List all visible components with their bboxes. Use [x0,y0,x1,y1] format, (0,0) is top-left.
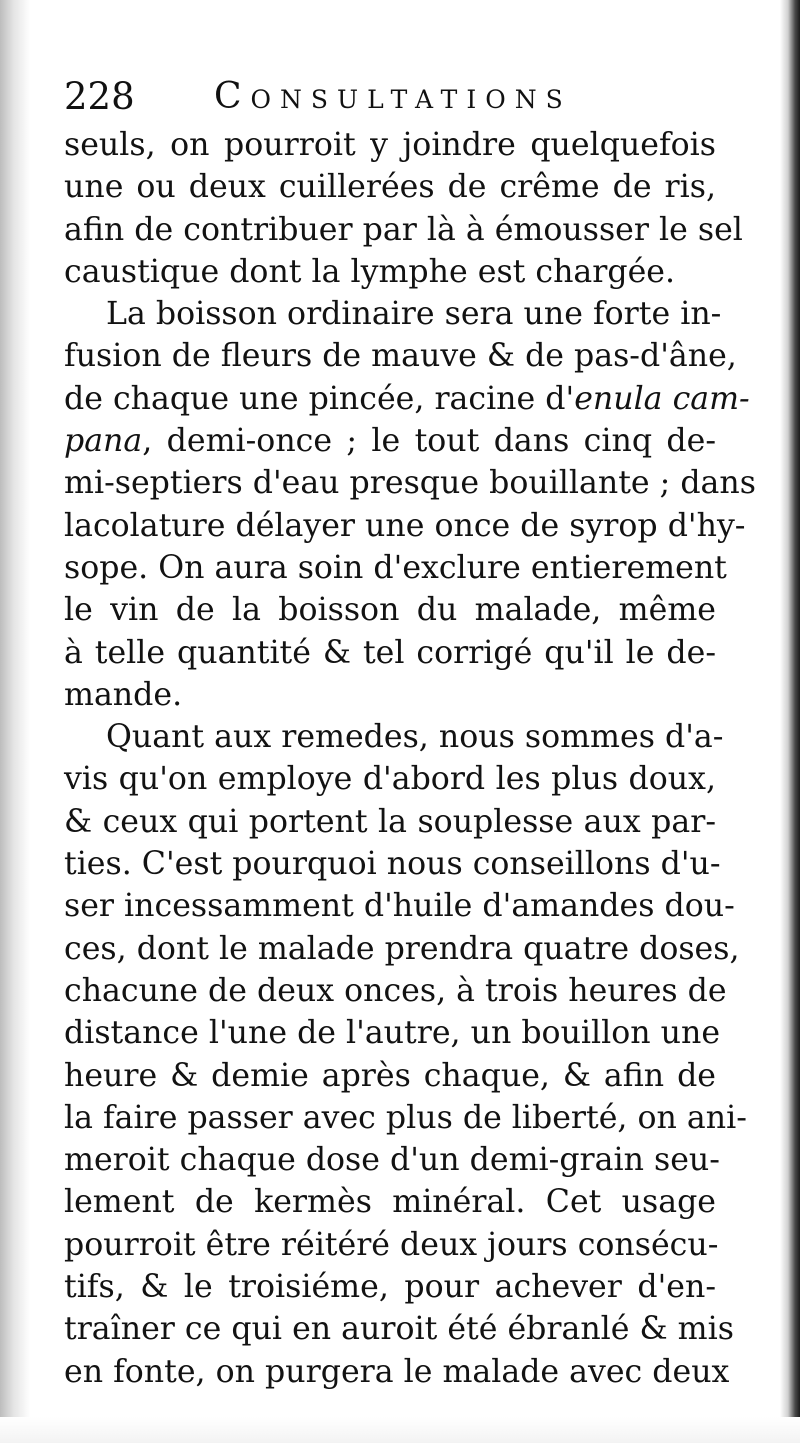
latin-term: enula cam- [574,380,750,417]
text-line: afin de contribuer par là à émousser le sel [64,211,743,248]
text-line [64,420,716,462]
text-line: seuls, on pourroit y joindre quelquefois [64,127,716,163]
text-line: ties. C'est pourquoi nous conseillons d'u- [64,846,721,883]
text-line: sope. On aura soin d'exclure entierement [64,549,727,586]
text-line: ser incessamment d'huile d'amandes dou- [64,888,735,925]
text-line: lacolature délayer une once de syrop d'hy- [64,507,746,544]
text-line: une ou deux cuillerées de crême de ris, [64,169,716,206]
text-line: La boisson ordinaire sera une forte in- [106,296,722,333]
text-segment: , demi-once ; le tout dans cinq de- [142,423,716,460]
page-bottom-margin [0,1417,800,1443]
text-line: mande. [64,676,183,713]
body-text [64,124,756,1393]
text-line: meroit chaque dose d'un demi-grain seu- [64,1142,720,1179]
gutter-shadow [0,0,30,1443]
text-line: ces, dont le malade prendra quatre doses, [64,930,740,967]
text-line: tifs, & le troisiéme, pour achever d'en- [64,1269,716,1306]
text-line: heure & demie après chaque, & afin de [64,1057,716,1094]
text-line: lement de kermès minéral. Cet usage [64,1184,716,1221]
running-header [64,72,724,122]
text-line: distance l'une de l'autre, un bouillon une [64,1015,721,1052]
latin-term: pana [64,423,143,460]
text-line: le vin de la boisson du malade, même [64,592,716,629]
page-edge [780,0,800,1443]
text-line: en fonte, on purgera le malade avec deux [64,1353,730,1390]
text-segment: de chaque une pincée, racine d' [64,380,575,417]
text-line: chacune de deux onces, à trois heures de [64,972,727,1009]
text-line: vis qu'on employe d'abord les plus doux, [64,761,716,798]
text-line: mi-septiers d'eau presque bouillante ; dans [64,465,756,502]
text-line: traîner ce qui en auroit été ébranlé & mis [64,1311,734,1348]
text-line: à telle quantité & tel corrigé qu'il le de- [64,634,716,671]
running-title: Consultations [214,76,572,117]
text-line: fusion de fleurs de mauve & de pas-d'âne, [64,338,737,375]
text-line: la faire passer avec plus de liberté, on ani- [64,1099,747,1136]
text-line: caustique dont la lymphe est chargée. [64,253,676,290]
text-line: pourroit être réitéré deux jours consécu- [64,1226,719,1263]
page-number: 228 [64,75,135,118]
text-line: Quant aux remedes, nous sommes d'a- [106,719,724,756]
text-line: & ceux qui portent la souplesse aux par- [64,803,716,840]
text-line [64,378,750,420]
